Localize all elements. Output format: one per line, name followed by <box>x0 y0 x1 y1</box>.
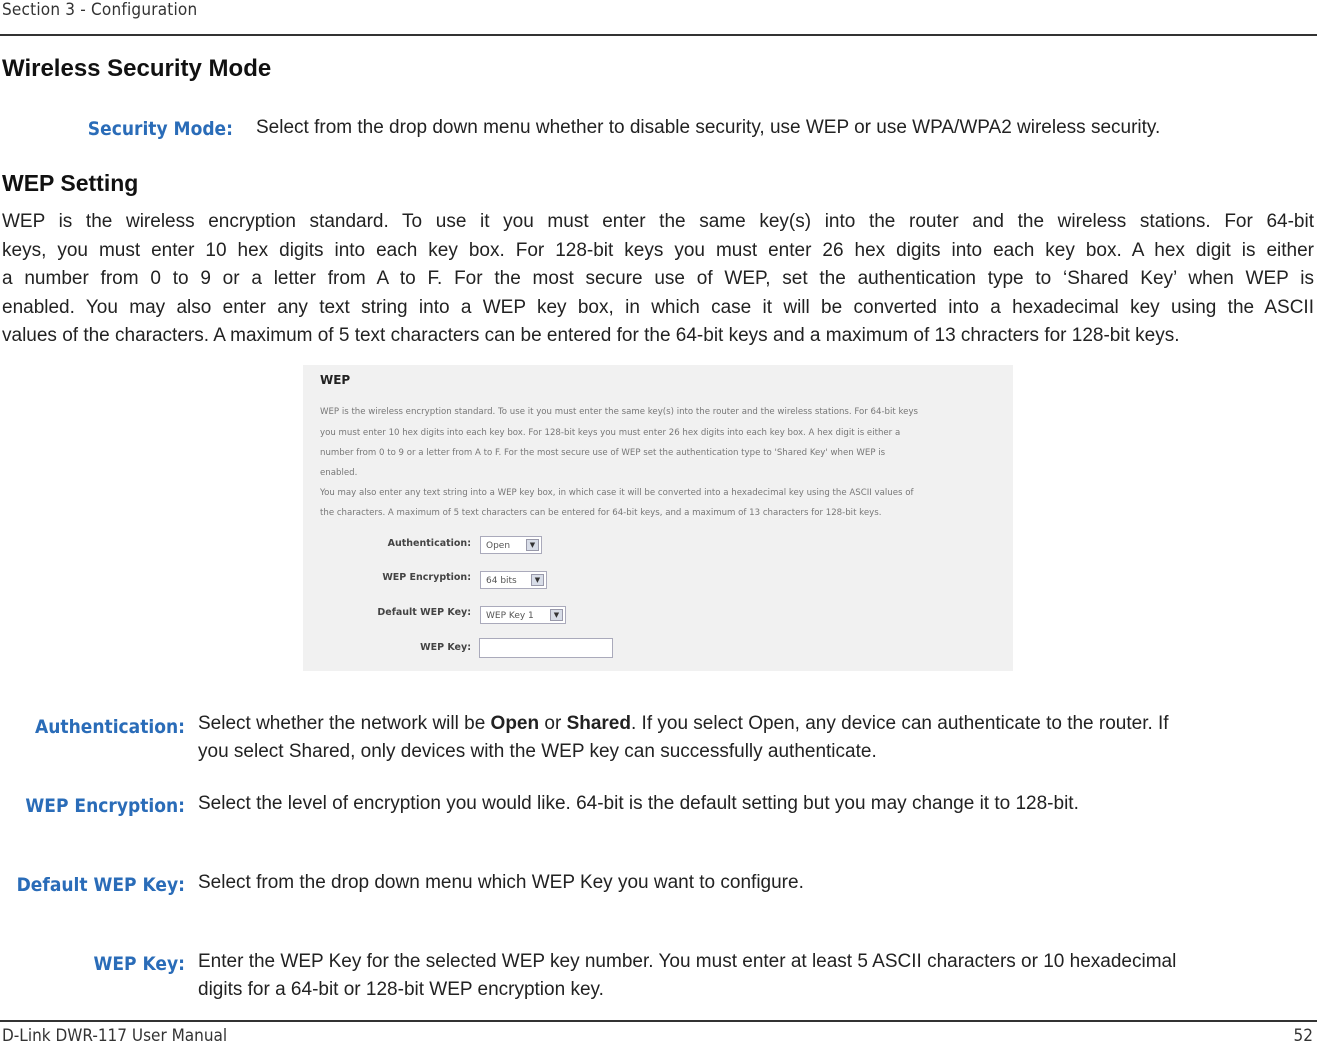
wep-encryption-desc: Select the level of encryption you would like. 64-bit is the default setting but you may change it to 128-bit. <box>198 793 1079 814</box>
para-line: WEP is the wireless encryption standard. To use it you must enter the same key(s) into the router and the wireless stations. For 64-bit <box>2 211 1314 232</box>
wep-key-desc-line2: digits for a 64-bit or 128-bit WEP encryption key. <box>198 979 604 1000</box>
authentication-desc <box>198 710 1316 766</box>
screenshot-enc-label: WEP Encryption: <box>382 572 471 583</box>
wireless-security-title: Wireless Security Mode <box>2 55 272 82</box>
wep-screenshot <box>303 365 1013 671</box>
screenshot-defkey-label: Default WEP Key: <box>377 607 471 618</box>
chevron-down-icon: ▼ <box>531 574 544 586</box>
wep-setting-paragraph <box>2 208 1314 351</box>
chevron-down-icon: ▼ <box>526 539 539 551</box>
screenshot-desc-line: number from 0 to 9 or a letter from A to F. For the most secure use of WEP set the authentication type to 'Shared Key' when WEP is <box>320 448 886 458</box>
auth-open: Open <box>490 713 540 734</box>
para-line: a number from 0 to 9 or a letter from A to F. For the most secure use of WEP, set the authentication type to ‘Shared Key’ when WEP is <box>2 268 1314 289</box>
default-wep-key-select[interactable] <box>480 606 566 624</box>
wep-key-desc <box>198 948 1316 1004</box>
section-header: Section 3 - Configuration <box>2 0 198 20</box>
header-rule <box>0 34 1317 36</box>
screenshot-key-label: WEP Key: <box>420 642 471 653</box>
para-line: enabled. You may also enter any text string into a WEP key box, in which case it will be converted into a hexadecimal key using the ASCII <box>2 296 1314 318</box>
default-wep-key-desc: Select from the drop down menu which WEP Key you want to configure. <box>198 872 804 893</box>
screenshot-desc-line: You may also enter any text string into a WEP key box, in which case it will be converted into a hexadecimal key using the ASCII values of <box>320 488 914 498</box>
auth-desc-post: . If you select Open, any device can authenticate to the router. If <box>630 713 1169 734</box>
default-wep-key-label: Default WEP Key: <box>16 874 185 896</box>
footer-rule <box>0 1020 1317 1022</box>
screenshot-desc-line: WEP is the wireless encryption standard. To use it you must enter the same key(s) into the router and the wireless stations. For 64-bit keys <box>320 407 919 417</box>
screenshot-auth-label: Authentication: <box>387 538 471 549</box>
screenshot-desc-line: enabled. <box>320 468 358 478</box>
default-wep-key-value: WEP Key 1 <box>486 611 534 621</box>
authentication-value: Open <box>486 541 511 551</box>
auth-desc-or: or <box>539 713 567 734</box>
wep-encryption-value: 64 bits <box>486 576 517 586</box>
chevron-down-icon: ▼ <box>550 609 563 621</box>
security-mode-desc: Select from the drop down menu whether to disable security, use WEP or use WPA/WPA2 wireless security. <box>256 117 1161 138</box>
auth-desc-line2: you select Shared, only devices with the WEP key can successfully authenticate. <box>198 741 877 762</box>
page-number: 52 <box>1293 1026 1313 1046</box>
wep-setting-title: WEP Setting <box>2 170 139 196</box>
wep-encryption-label: WEP Encryption: <box>25 795 185 817</box>
footer-manual-title: D-Link DWR-117 User Manual <box>2 1026 228 1046</box>
authentication-select[interactable] <box>480 536 542 554</box>
authentication-label: Authentication: <box>35 716 185 738</box>
screenshot-desc-line: you must enter 10 hex digits into each key box. For 128-bit keys you must enter 26 hex digits into each key box. A hex digit is either a <box>320 428 901 438</box>
para-line: values of the characters. A maximum of 5 text characters can be entered for the 64-bit keys and a maximum of 13 chracters for 128-bit keys. <box>2 325 1180 346</box>
wep-key-desc-line1: Enter the WEP Key for the selected WEP key number. You must enter at least 5 ASCII characters or 10 hexadecimal <box>198 951 1177 972</box>
auth-desc-pre: Select whether the network will be <box>198 713 491 734</box>
wep-key-label: WEP Key: <box>93 953 185 975</box>
wep-encryption-select[interactable] <box>480 571 547 589</box>
auth-shared: Shared <box>566 713 631 734</box>
screenshot-title: WEP <box>320 373 351 387</box>
screenshot-desc-line: the characters. A maximum of 5 text characters can be entered for 64-bit keys, and a maximum of 13 characters for 128-bit keys. <box>320 508 882 518</box>
para-line: keys, you must enter 10 hex digits into each key box. For 128-bit keys you must enter 26 hex digits into each key box. A hex digit is either <box>2 239 1314 261</box>
wep-key-input[interactable] <box>479 638 613 658</box>
security-mode-label: Security Mode: <box>87 118 233 140</box>
